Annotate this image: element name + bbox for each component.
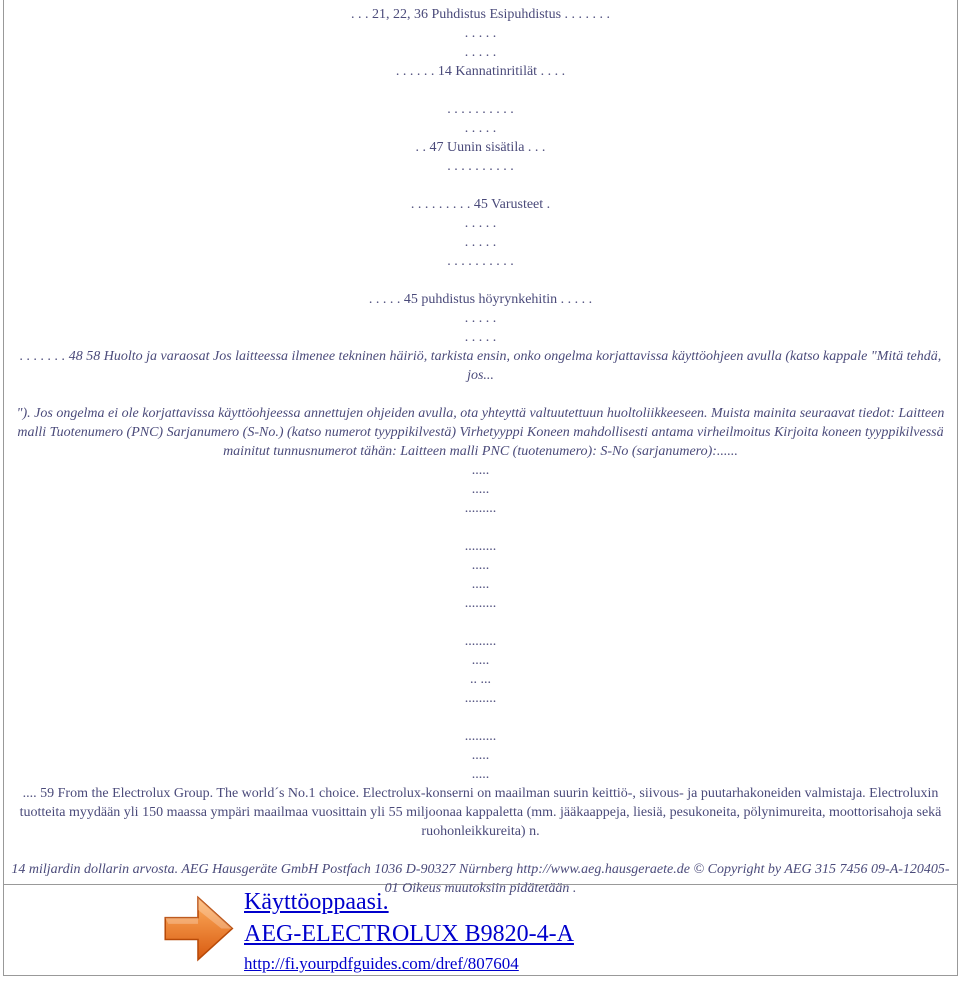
dots-line: .........	[464, 539, 497, 554]
dots-line	[10, 613, 951, 632]
dots-line: .........	[464, 729, 497, 744]
dots-line: .....	[471, 577, 490, 592]
toc-line: . . . . . 45 puhdistus höyrynkehitin . . . . .	[368, 292, 593, 307]
toc-line: . . 47 Uunin sisätila . . .	[415, 140, 546, 155]
toc-line: . . . . .	[464, 216, 497, 231]
dots-line: .....	[471, 482, 490, 497]
toc-line: . . . . . . . . . .	[447, 159, 514, 174]
model-link[interactable]: AEG-ELECTROLUX B9820-4-A	[244, 921, 574, 947]
footer-paragraph: 14 miljardin dollarin arvosta. AEG Hausgeräte GmbH Postfach 1036 D-90327 Nürnberg http://www.aeg.hausgeraete.de © Copyright by AEG 315 7456 09-A-120405-01 Oikeus muutoksiin pidätetään .	[11, 862, 950, 896]
toc-line: . . . . . . . . . .	[447, 102, 514, 117]
dots-line: .....	[471, 767, 490, 782]
toc-line: . . . 21, 22, 36 Puhdistus Esipuhdistus . . . . . . .	[350, 7, 611, 22]
guide-title-link[interactable]: Käyttöoppaasi.	[244, 889, 389, 915]
document-frame	[3, 0, 958, 896]
huolto-paragraph-continued: "). Jos ongelma ei ole korjattavissa käyttöohjeessa annettujen ohjeiden avulla, ota yhteyttä valtuutettuun huoltoliikkeeseen. Muista mainita seuraavat tiedot: Laitteen malli Tuotenumero (PNC) Sarjanumero (S-No.) (katso numerot tyyppikilvestä) Virhetyyppi Koneen mahdollisesti antama virheilmoitus Kirjoita koneen tyyppikilvessä mainitut tunnusnumerot tähän: Laitteen malli PNC (tuotenumero): S-No (sarjanumero):......	[16, 406, 945, 459]
toc-line: . . . . . . . . . .	[447, 254, 514, 269]
toc-line: . . . . . . 14 Kannatinritilät . . . .	[395, 64, 566, 79]
dots-line	[10, 518, 951, 537]
dots-line: .........	[464, 501, 497, 516]
table-of-contents	[10, 5, 951, 347]
guide-banner	[3, 884, 958, 976]
toc-line: . . . . .	[464, 235, 497, 250]
guide-links	[244, 886, 574, 976]
serial-number-dots	[10, 461, 951, 784]
dots-line: .........	[464, 634, 497, 649]
toc-line: . . . . .	[464, 330, 497, 345]
electrolux-paragraph: .... 59 From the Electrolux Group. The world´s No.1 choice. Electrolux-konserni on maailman suurin keittiö-, siivous- ja puutarhakoneiden valmistaja. Electroluxin tuotteita myydään yli 150 maassa ympäri maailmaa vuosittain yli 55 miljoonaa kappaletta (mm. jääkaappeja, liesiä, pesukoneita, pölynimureita, moottorisahoja sekä ruohonleikkureita) n.	[19, 786, 942, 839]
dots-line: .....	[471, 558, 490, 573]
toc-line: . . . . .	[464, 121, 497, 136]
toc-line	[10, 176, 951, 195]
url-link[interactable]: http://fi.yourpdfguides.com/dref/807604	[244, 954, 519, 973]
toc-line	[10, 271, 951, 290]
dots-line: .. ...	[470, 672, 491, 687]
dots-line	[10, 708, 951, 727]
dots-line: .....	[471, 653, 490, 668]
dots-line: .........	[464, 691, 497, 706]
toc-line: . . . . .	[464, 45, 497, 60]
dots-line: .....	[471, 463, 490, 478]
toc-line: . . . . . . . . . 45 Varusteet .	[410, 197, 551, 212]
dots-line: .........	[464, 596, 497, 611]
toc-line: . . . . .	[464, 311, 497, 326]
toc-line: . . . . .	[464, 26, 497, 41]
toc-line	[10, 81, 951, 100]
document-text	[10, 5, 951, 898]
huolto-paragraph: . . . . . . . 48 58 Huolto ja varaosat Jos laitteessa ilmenee tekninen häiriö, tarkista ensin, onko ongelma korjattavissa käyttöohjeen avulla (katso kappale "Mitä tehdä, jos...	[19, 349, 942, 383]
arrow-right-icon	[159, 888, 237, 966]
dots-line: .....	[471, 748, 490, 763]
